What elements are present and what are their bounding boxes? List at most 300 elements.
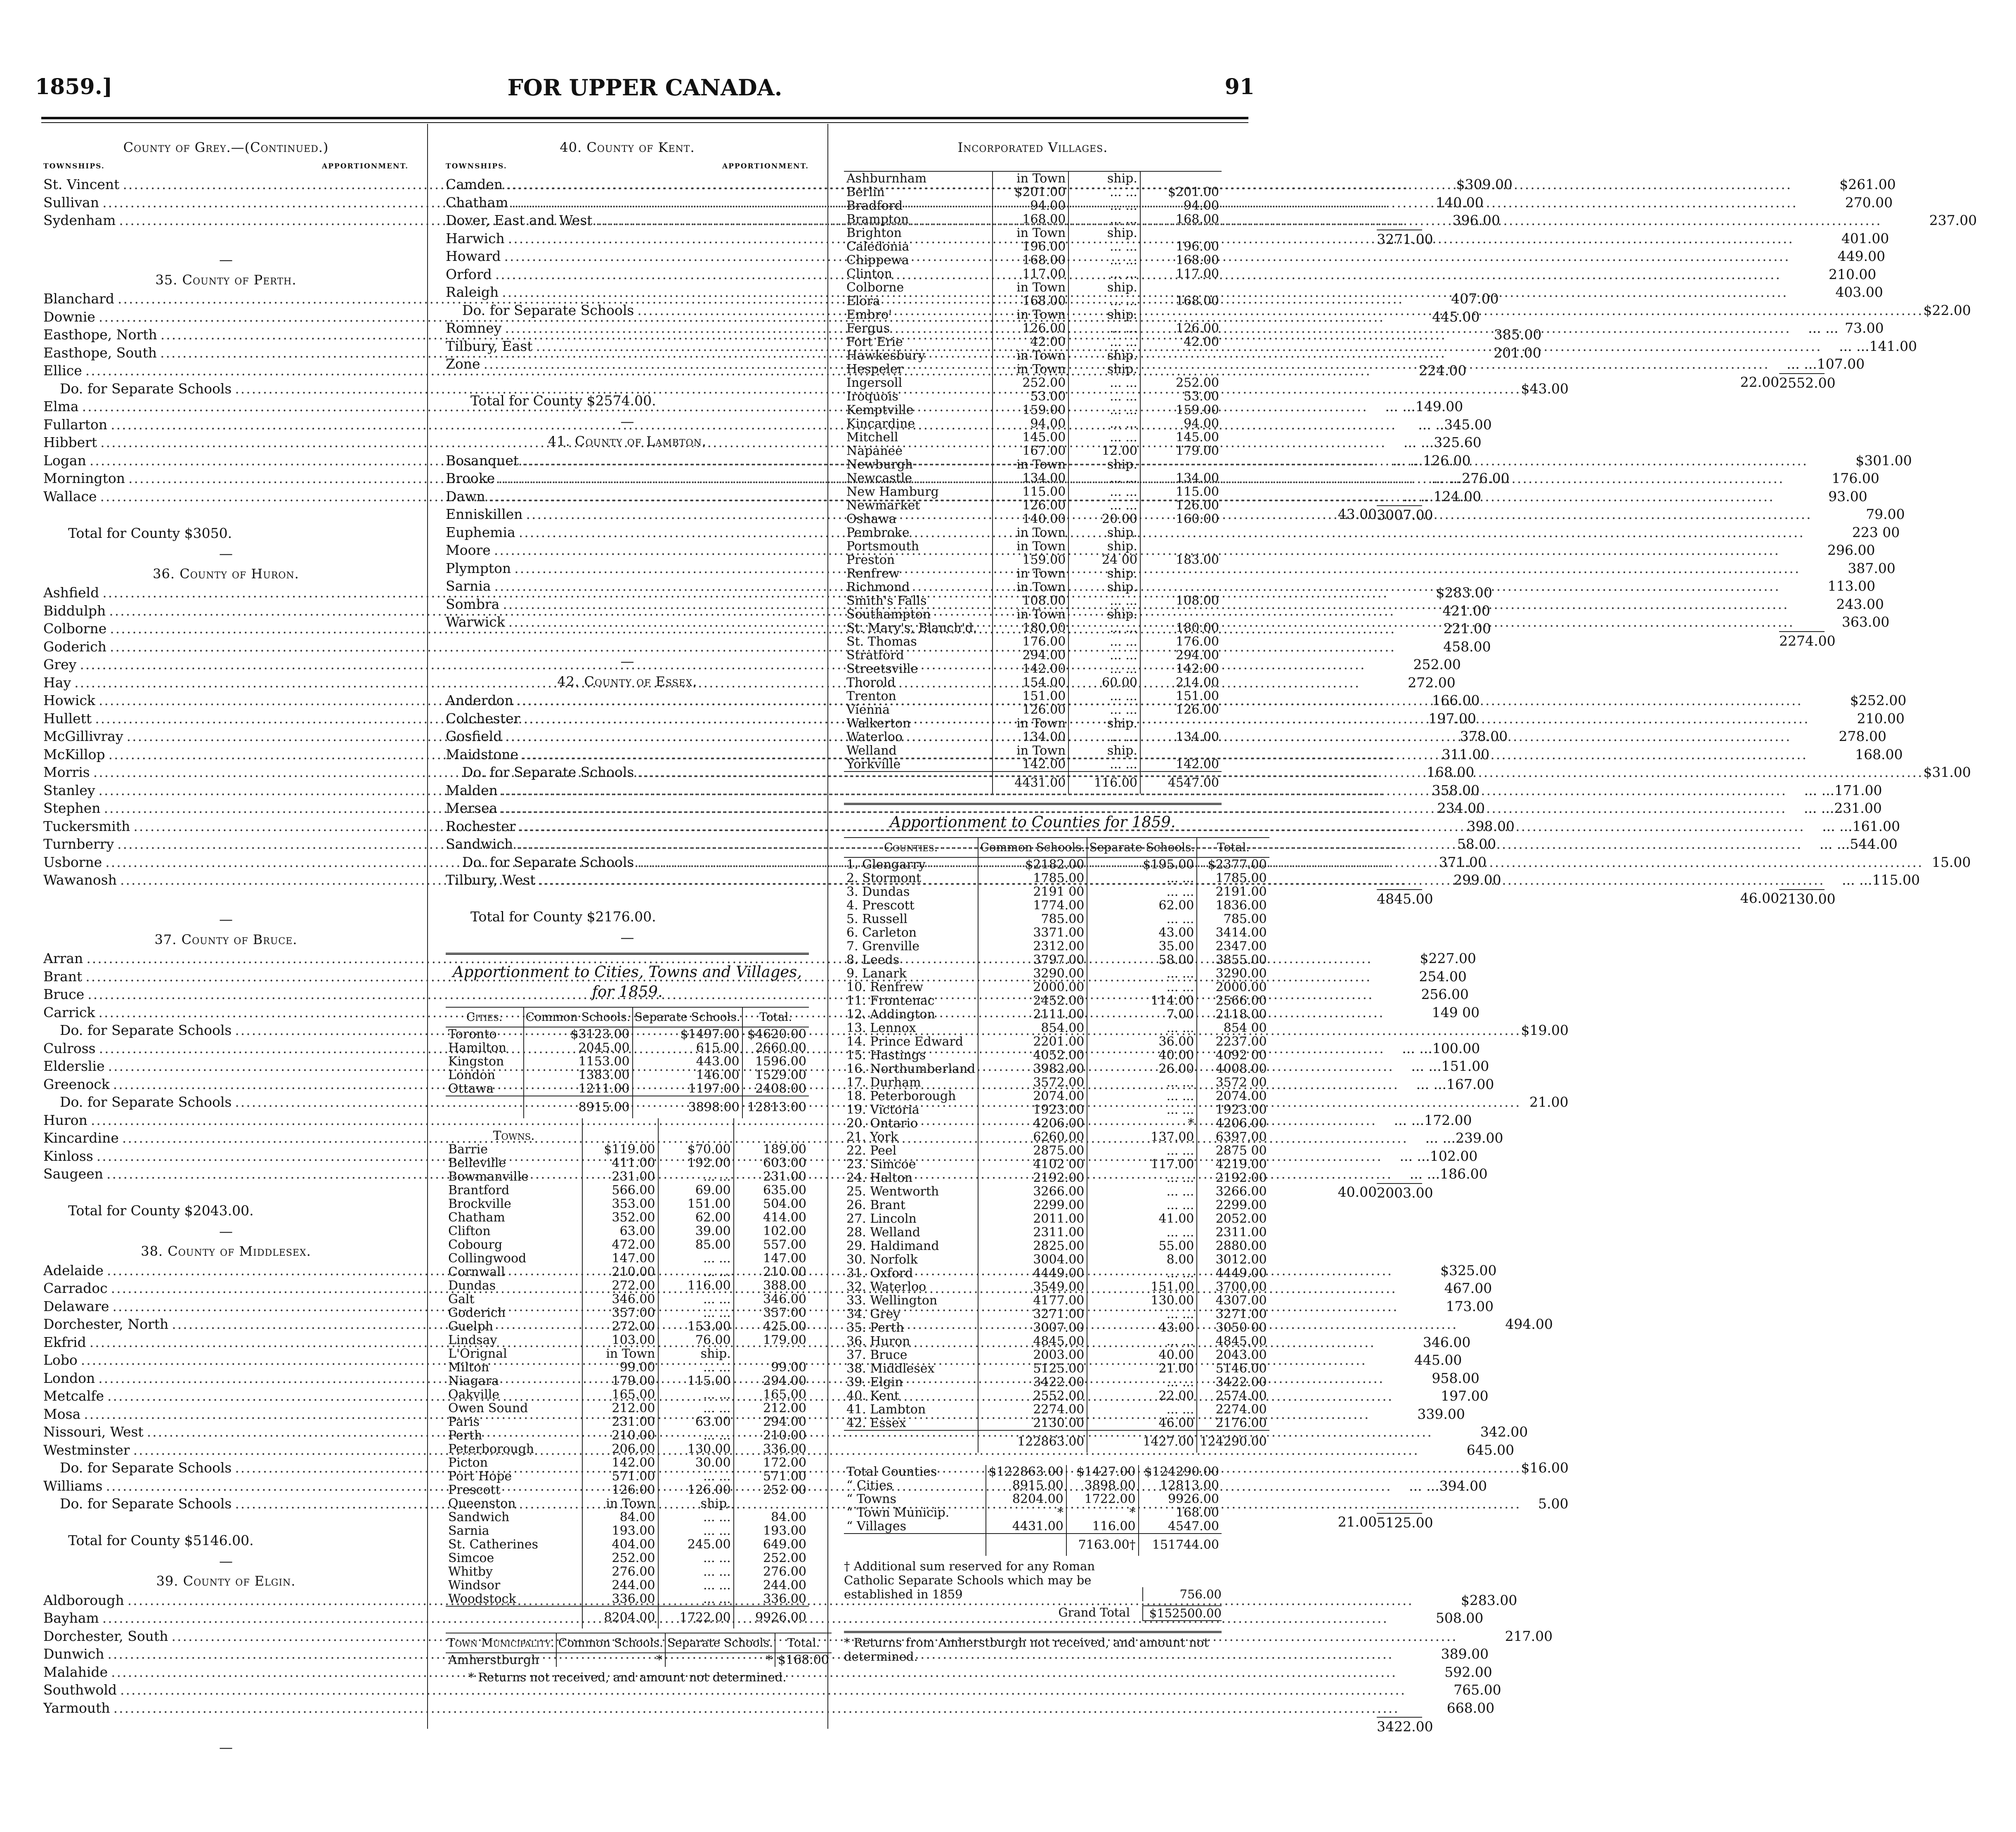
township-name: Morris (43, 764, 90, 780)
cell-value: 5146.00 (1197, 1362, 1269, 1375)
cell-value: $195.00 (1087, 857, 1197, 871)
row-label: 15. Hastings (846, 1048, 926, 1063)
row-label: Fergus (846, 321, 890, 336)
cell-value: ... ... (1087, 980, 1197, 994)
row-label: “ Towns (846, 1491, 897, 1506)
cell-value: 252.00 (582, 1551, 658, 1565)
row-label: Newcastle (846, 471, 912, 485)
table-row (446, 1401, 809, 1415)
township-name: Malden (446, 782, 498, 798)
table-row (844, 567, 1222, 580)
township-name: Wawanosh (43, 872, 117, 888)
separate-amount: ... ... (1819, 836, 1850, 852)
row-label: Vienna (846, 702, 890, 717)
cell-value: ... ... (1087, 1103, 1197, 1117)
separate-subtotal (1732, 631, 1779, 650)
separate-subtotal: 22.00 (1740, 374, 1780, 390)
cell-value: ... ... (1068, 322, 1140, 335)
section-dash (43, 544, 409, 563)
running-title: FOR UPPER CANADA. (507, 74, 782, 101)
cell-value: ... ... (1068, 431, 1140, 444)
cell-value: 62.00 (658, 1211, 734, 1224)
separate-amount (1371, 968, 1419, 986)
apportionment-amount: 378.00 (1460, 728, 1508, 744)
cell-value: 357.00 (582, 1306, 658, 1320)
table-row (446, 1320, 809, 1333)
cell-value: 214.00 (1140, 676, 1222, 689)
apportionment-amount (1568, 1495, 1614, 1513)
cell-value: ... ... (658, 1401, 734, 1415)
row-label: Streetsville (846, 661, 918, 676)
row-label: Iroquois (846, 389, 898, 404)
table-row (446, 1252, 809, 1265)
row-label: Napanee (846, 443, 903, 458)
township-name: Usborne (43, 854, 102, 870)
cell-value: 411.00 (582, 1156, 658, 1170)
row-label: Toronto (448, 1027, 497, 1041)
table-row (844, 1103, 1269, 1117)
cell-value: 63.00 (582, 1224, 658, 1238)
row-label: Southampton (846, 607, 931, 622)
cell-value: ... ... (1087, 885, 1197, 899)
cell-value: in Town (582, 1347, 658, 1361)
table-row (844, 594, 1222, 608)
cell-value: ship. (1068, 349, 1140, 362)
table-row (446, 1292, 809, 1306)
cell-value: 1722.00 (1066, 1492, 1139, 1506)
county-total: Total for County $2176.00. (470, 909, 656, 925)
apportionment-amount: 73.00 (1845, 320, 1884, 336)
township-name: Sarnia (446, 578, 491, 594)
cell-value: ... ... (658, 1592, 734, 1606)
cell-value: 3549.00 (978, 1280, 1087, 1294)
separate-amount: 21.00 (1529, 1094, 1569, 1110)
cell-value: 142.00 (993, 757, 1068, 772)
separate-amount: ... ... (1416, 1076, 1446, 1092)
cell-value: * (986, 1506, 1066, 1520)
county-title: 38. County of Middlesex. (141, 1243, 311, 1259)
table-row (844, 390, 1222, 403)
cell-value: 142.00 (1140, 757, 1222, 772)
township-name: Gosfield (446, 728, 502, 744)
table-row (446, 1306, 809, 1320)
cell-value: 99.00 (582, 1361, 658, 1374)
table-row (844, 1144, 1269, 1157)
cell-value: ship. (1068, 308, 1140, 322)
apportionment-amount: 141.00 (1869, 338, 1917, 354)
township-name: Bruce (43, 986, 85, 1002)
township-name: Colchester (446, 710, 520, 727)
apportionment-amount: 401.00 (1841, 230, 1889, 246)
county-title: County of Grey.—(Continued.) (123, 140, 329, 155)
cell-value: ship. (1068, 526, 1140, 540)
column-header: Common Schools. (978, 838, 1087, 857)
table-row (844, 349, 1222, 362)
separate-amount (1794, 613, 1842, 631)
cell-value: 3290.00 (1197, 967, 1269, 980)
township-name: Moore (446, 542, 491, 558)
township-name: Howard (446, 248, 501, 264)
cell-value: ship. (1068, 362, 1140, 376)
apportionment-amount: 389.00 (1441, 1646, 1489, 1662)
cell-value: ... ... (1087, 871, 1197, 885)
row-label: Queenston (448, 1496, 516, 1511)
cell-value: 571.00 (734, 1470, 809, 1483)
apportionment-amount: 403.00 (1835, 284, 1883, 300)
cell-value: 2311.00 (978, 1226, 1087, 1239)
cell-value: 145.00 (1140, 431, 1222, 444)
cell-value: 785.00 (1197, 912, 1269, 926)
table-row (844, 431, 1222, 444)
county-total: Total for County $2574.00. (470, 393, 656, 409)
row-label: 10. Renfrew (846, 980, 923, 994)
cell-value: 153.00 (658, 1320, 734, 1333)
cell-value: 142.00 (1140, 662, 1222, 676)
cell-value: ... ... (1087, 1403, 1197, 1416)
separate-amount (1385, 1004, 1432, 1022)
cell-value: ... ... (1068, 185, 1140, 199)
cell-value: 134.00 (993, 730, 1068, 744)
table-row (844, 1076, 1269, 1089)
municipality-table (446, 1633, 832, 1667)
row-label: Ingersoll (846, 375, 903, 390)
cell-value (734, 1497, 809, 1510)
cell-value (1140, 540, 1222, 553)
cell-value: ... ... (1087, 1171, 1197, 1185)
cell-value: 168.00 (1140, 253, 1222, 267)
cell-value: $2182.00 (978, 857, 1087, 871)
row-label: Bowmanville (448, 1169, 529, 1184)
township-row (43, 1681, 1501, 1699)
cell-value: 21.00 (1087, 1362, 1197, 1375)
row-label: Ashburnham (846, 171, 927, 186)
table-row (844, 362, 1222, 376)
township-name: Do. for Separate Schools (60, 1460, 232, 1476)
table-row (446, 1211, 809, 1224)
cell-value: ... ... (1087, 1226, 1197, 1239)
table-row (844, 912, 1269, 926)
row-label: Portsmouth (846, 539, 919, 554)
apportionment-amount: 407.00 (1451, 291, 1499, 307)
separate-amount (1406, 1681, 1454, 1699)
cell-value: 22.00 (1087, 1389, 1197, 1403)
cell-value: 151.00 (1140, 689, 1222, 703)
apportionment-amount: 237.00 (1929, 212, 1977, 228)
separate-amount (1798, 194, 1845, 212)
cell-value (1140, 226, 1222, 240)
apportionment-amount: 276.00 (1462, 470, 1510, 486)
cell-value: 116.00 (658, 1279, 734, 1292)
township-name: Hibbert (43, 434, 97, 450)
cell-value: 159.00 (1140, 403, 1222, 417)
row-label: 22. Peel (846, 1143, 897, 1158)
row-label: Newburgh (846, 457, 913, 472)
cell-value (1140, 308, 1222, 322)
counties-table (844, 837, 1269, 1453)
cell-value (1140, 580, 1222, 594)
township-name: Williams (43, 1477, 103, 1494)
cell-value: ... ... (1068, 703, 1140, 717)
cell-value: 42.00 (993, 335, 1068, 349)
cell-value: ... ... (658, 1470, 734, 1483)
cell-value: 4845.00 (1197, 1335, 1269, 1348)
cell-value: 4845.00 (978, 1335, 1087, 1348)
separate-amount: 5.00 (1538, 1496, 1569, 1512)
cell-value: ... ... (1068, 267, 1140, 281)
table-row (446, 1183, 809, 1197)
apportionment-amount: 197.00 (1428, 710, 1476, 727)
row-label: Bradford (846, 198, 903, 213)
cell-value: $122863.00 (986, 1465, 1066, 1479)
cell-value: ... ... (658, 1524, 734, 1538)
township-name: Sombra (446, 596, 500, 612)
separate-amount (1780, 577, 1828, 595)
leader-dots (637, 301, 1923, 320)
row-label: St. Thomas (846, 634, 917, 649)
township-name: Yarmouth (43, 1699, 110, 1716)
table-row (844, 1266, 1269, 1280)
cell-value: $168.00 (775, 1653, 832, 1667)
cell-value: 30.00 (658, 1456, 734, 1470)
apportionment-amount: 363.00 (1841, 614, 1890, 630)
cell-value: 76.00 (658, 1333, 734, 1347)
table-row (844, 730, 1222, 744)
cell-value: * (1087, 1117, 1197, 1130)
apportionment-amount: 107.00 (1817, 356, 1865, 372)
cell-value: 4008.00 (1197, 1062, 1269, 1076)
cell-value: 8915.00 (986, 1479, 1066, 1492)
apportionment-amount: 58.00 (1457, 836, 1496, 852)
apportionment-amount: $301.00 (1855, 452, 1912, 469)
cell-value: 2045.00 (524, 1041, 633, 1055)
column-header: Town Municipality. (446, 1633, 556, 1653)
row-label: Peterborough (448, 1442, 534, 1456)
separate-amount: ... ... (1402, 1040, 1432, 1056)
township-name: McGillivray (43, 728, 123, 744)
cell-value: 649.00 (734, 1538, 809, 1551)
separate-amount: ... ... (1392, 452, 1423, 469)
township-name: Easthope, North (43, 327, 157, 343)
apportionment-amount: 102.00 (1430, 1148, 1478, 1164)
row-label: Prescott (448, 1483, 501, 1497)
cell-value: ... ... (1087, 967, 1197, 980)
table-row (446, 1497, 809, 1510)
cell-value: 2825.00 (978, 1239, 1087, 1253)
cell-value: 2880.00 (1197, 1239, 1269, 1253)
row-label: Stratford (846, 648, 904, 663)
amount-subtotal: 5125.00 (1377, 1513, 1422, 1532)
cell-value: 425.00 (734, 1320, 809, 1333)
township-name: Malahide (43, 1664, 108, 1680)
cell-value: 168.00 (1140, 294, 1222, 308)
cell-value: 168.00 (993, 294, 1068, 308)
cell-value: 210.00 (582, 1429, 658, 1442)
table-row (844, 1416, 1269, 1430)
cell-value: 3371.00 (978, 926, 1087, 940)
table-row (844, 608, 1222, 621)
separate-amount (1784, 469, 1832, 488)
cell-value: 3414.00 (1197, 926, 1269, 940)
row-label: 19. Victoria (846, 1102, 919, 1117)
row-label: Hawkesbury (846, 348, 925, 363)
apportionment-amount: 224.00 (1418, 362, 1467, 379)
cell-value: 103.00 (582, 1333, 658, 1347)
cell-value: ship. (1068, 717, 1140, 730)
amount-subtotal: 4845.00 (1377, 889, 1422, 908)
row-label: Mitchell (846, 430, 898, 445)
table-row (446, 1524, 809, 1538)
cell-value: 294.00 (734, 1374, 809, 1388)
row-label: 37. Bruce (846, 1347, 908, 1362)
separate-amount (1794, 230, 1841, 248)
separate-amount: $19.00 (1521, 1022, 1569, 1038)
township-name: Euphemia (446, 524, 515, 540)
township-name: Elderslie (43, 1058, 105, 1074)
cell-value: 8.00 (1087, 1253, 1197, 1266)
cell-value: 2191 00 (978, 885, 1087, 899)
cell-value: 39.00 (658, 1224, 734, 1238)
column-header: Total. (1197, 838, 1269, 857)
cell-value: 1596.00 (742, 1055, 809, 1068)
column-header: Total. (775, 1633, 832, 1653)
cell-value: 35.00 (1087, 940, 1197, 953)
township-name: Turnberry (43, 836, 114, 852)
cell-value: 3012.00 (1197, 1253, 1269, 1266)
table-row (844, 226, 1222, 240)
cell-value: 3797.00 (978, 953, 1087, 967)
apportionment-amount: 396.00 (1452, 212, 1500, 228)
cell-value: 94.00 (1140, 199, 1222, 213)
cell-value: 2274.00 (1197, 1403, 1269, 1416)
row-label: 36. Huron (846, 1334, 910, 1349)
cell-value: $1497.00 (633, 1027, 742, 1041)
apportionment-amount: 958.00 (1432, 1370, 1480, 1386)
cell-value: 210.00 (582, 1265, 658, 1279)
subheader-right: APPORTIONMENT. (722, 162, 809, 170)
row-label: 32. Waterloo (846, 1279, 926, 1294)
cell-value: 2052.00 (1197, 1212, 1269, 1226)
cell-value: 183.00 (1140, 553, 1222, 567)
row-label: L'Orignal (448, 1347, 507, 1361)
additional-amount: 756.00 (1142, 1587, 1222, 1601)
township-name: Sydenham (43, 212, 116, 228)
cell-value: 60.00 (1068, 676, 1140, 689)
row-label: Whitby (448, 1565, 493, 1579)
apportionment-amount: 126.00 (1423, 452, 1471, 469)
cell-value: ... ... (1068, 294, 1140, 308)
row-label: “ Cities (846, 1478, 893, 1493)
apportionment-amount: 113.00 (1827, 578, 1876, 594)
cell-value: 165.00 (582, 1388, 658, 1401)
table-row (844, 199, 1222, 213)
apportionment-amount: 272.00 (1408, 674, 1456, 691)
row-label: Goderich (448, 1306, 506, 1320)
cell-value: 41.00 (1087, 1212, 1197, 1226)
villages-table (844, 171, 1222, 794)
apportionment-amount (1971, 763, 2016, 781)
cell-value: 108.00 (993, 594, 1068, 608)
apportionment-amount: 358.00 (1432, 782, 1480, 798)
apportionment-amount: 296.00 (1827, 542, 1875, 558)
apportionment-amount: 252.00 (1413, 656, 1461, 672)
cell-value: 63.00 (658, 1415, 734, 1429)
separate-amount: ... ... (1409, 1166, 1440, 1182)
cell-value (658, 1118, 734, 1143)
table-row (844, 1226, 1269, 1239)
cell-value: ship. (1068, 567, 1140, 580)
table-row (844, 703, 1222, 717)
total-row (844, 1534, 1222, 1556)
table-row (446, 1361, 809, 1374)
table-row (446, 1041, 809, 1055)
cell-value: ... ... (658, 1292, 734, 1306)
apportionment-amount: $252.00 (1850, 692, 1907, 708)
cell-value: 142.00 (993, 662, 1068, 676)
cell-value: 168.00 (993, 213, 1068, 226)
township-name: Grey (43, 656, 77, 672)
cell-value: 126.00 (1140, 499, 1222, 512)
cell-value: 2043.00 (1197, 1348, 1269, 1362)
counties-apportionment-title: Apportionment to Counties for 1859. (890, 813, 1176, 831)
cell-value: 2176.00 (1197, 1416, 1269, 1430)
township-name: Nissouri, West (43, 1424, 144, 1440)
township-name: Do. for Separate Schools (60, 1094, 232, 1110)
separate-subtotal (1329, 889, 1377, 908)
total-value: 7163.00† (1066, 1534, 1139, 1556)
apportionment-amount: 223 00 (1852, 524, 1900, 540)
township-name: Delaware (43, 1298, 109, 1314)
table-row (844, 1157, 1269, 1171)
section-rule (446, 953, 809, 955)
county-total: Total for County $2043.00. (68, 1202, 254, 1219)
row-label: Sandwich (448, 1510, 510, 1524)
apportionment-amount: 445.00 (1414, 1352, 1462, 1368)
township-name: Logan (43, 452, 86, 469)
cell-value: $1427.00 (1066, 1465, 1139, 1479)
row-label: 8. Leeds (846, 952, 900, 967)
county-title: 36. County of Huron. (153, 566, 299, 582)
table-row (844, 335, 1222, 349)
township-name: Bayham (43, 1610, 99, 1626)
table-row (844, 267, 1222, 281)
cell-value (1140, 458, 1222, 471)
apportionment-amount: 765.00 (1454, 1682, 1501, 1698)
cell-value: 272.00 (582, 1279, 658, 1292)
cell-value: 94.00 (993, 417, 1068, 431)
separate-amount: ... ... (1399, 1148, 1430, 1164)
table-row (446, 1082, 809, 1096)
cell-value: 294.00 (993, 649, 1068, 662)
cell-value: 2408.00 (742, 1082, 809, 1096)
cell-value: ... ... (658, 1388, 734, 1401)
cell-value: ... ... (1068, 621, 1140, 635)
apportionment-amount: 449.00 (1837, 248, 1886, 264)
header-rule-thin (41, 122, 1248, 123)
cell-value: 2274.00 (978, 1403, 1087, 1416)
row-label: “ Town Municip. (846, 1505, 950, 1520)
township-name: Colborne (43, 620, 107, 637)
cell-value: 193.00 (582, 1524, 658, 1538)
cell-value: 137.00 (1087, 1130, 1197, 1144)
row-label: 14. Prince Edward (846, 1034, 963, 1049)
cell-value: 179.00 (1140, 444, 1222, 458)
cell-value: 9926.00 (1139, 1492, 1222, 1506)
apportionment-amount: 217.00 (1505, 1628, 1553, 1644)
row-label: 42. Essex (846, 1415, 906, 1430)
row-label: Ottawa (448, 1082, 494, 1096)
apportionment-amount: 445.00 (1432, 308, 1480, 325)
section-rule (844, 803, 1222, 805)
